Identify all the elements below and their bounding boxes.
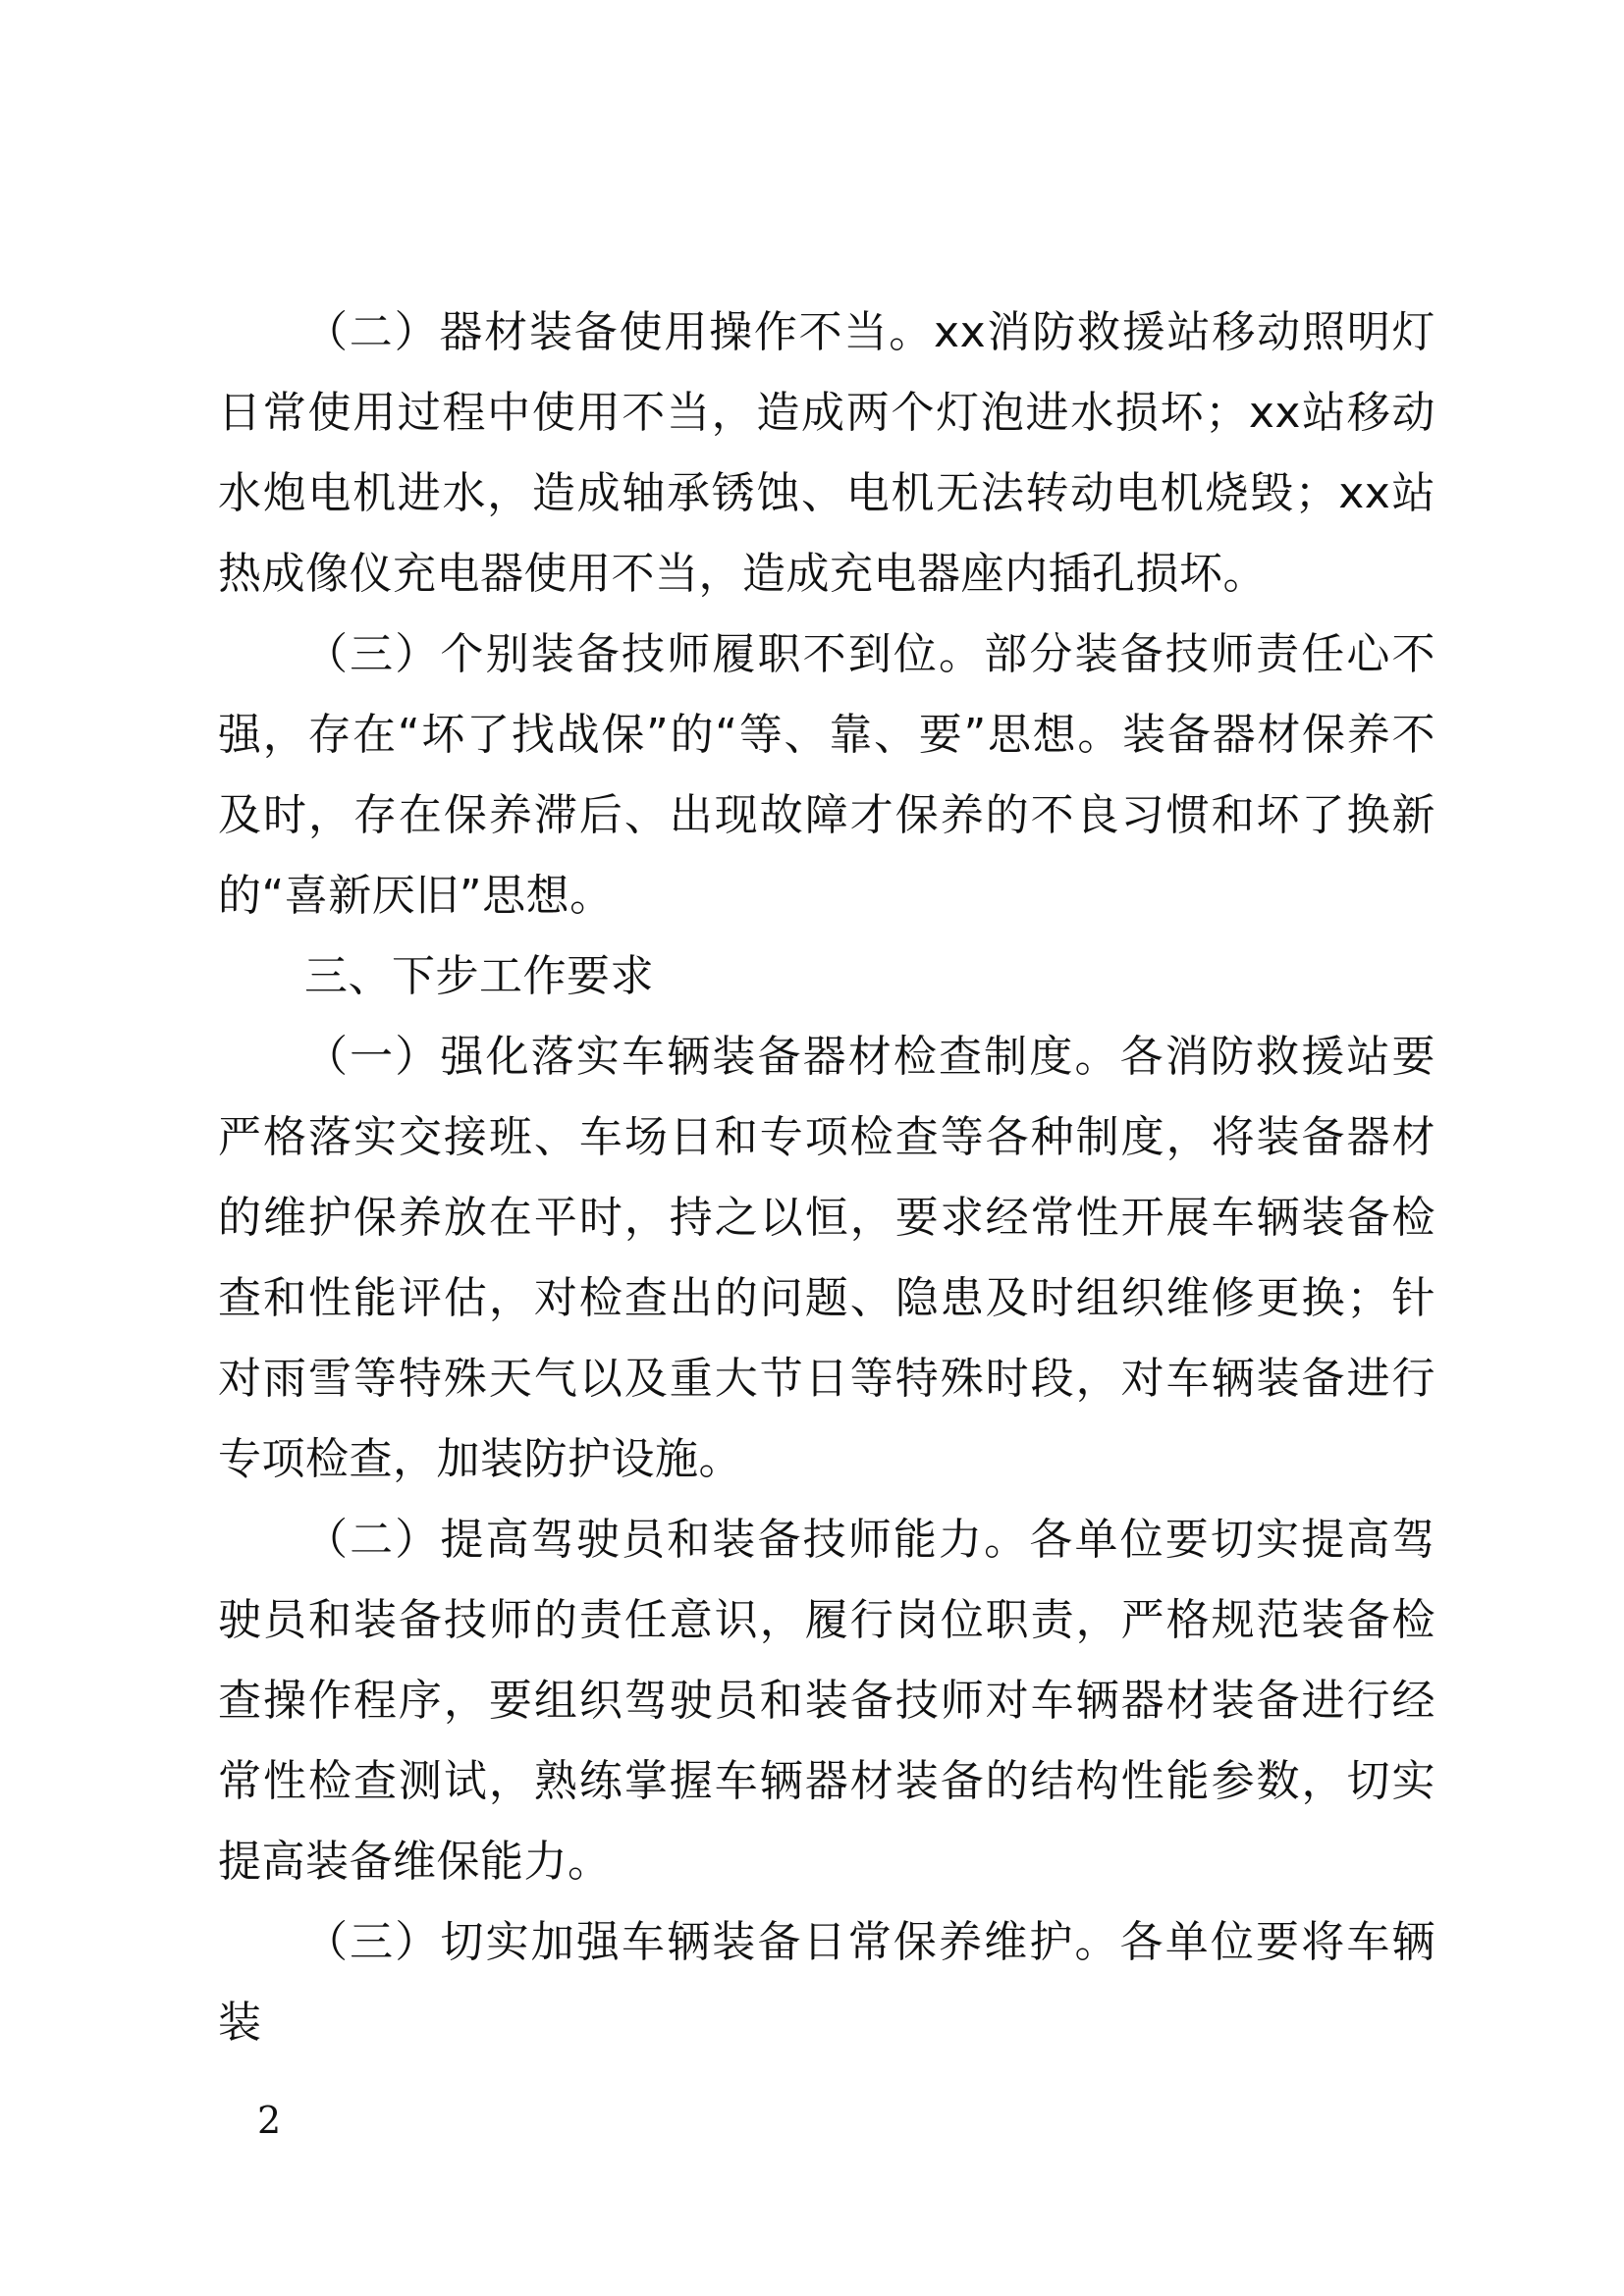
requirement-inspection-system: （一）强化落实车辆装备器材检查制度。各消防救援站要严格落实交接班、车场日和专项检查等各种制度，将装备器材的维护保养放在平时，持之以恒，要求经常性开展车辆装备检查和性能评估，对检查出的问题、隐患及时组织维修更换；针对雨雪等特殊天气以及重大节日等特殊时段，对车辆装备进行专项检查，加装防护设施。 (218, 1032, 1435, 1484)
section-heading: 三、下步工作要求 (304, 951, 654, 1001)
requirement-driver-technician-ability: （二）提高驾驶员和装备技师能力。各单位要切实提高驾驶员和装备技师的责任意识，履行岗位职责，严格规范装备检查操作程序，要组织驾驶员和装备技师对车辆器材装备进行经常性检查测试，熟练掌握车辆器材装备的结构性能参数，切实提高装备维保能力。 (218, 1515, 1435, 1887)
requirement-daily-maintenance: （三）切实加强车辆装备日常保养维护。各单位要将车辆装 (218, 1917, 1435, 2048)
paragraph-equipment-misuse: （二）器材装备使用操作不当。xx消防救援站移动照明灯日常使用过程中使用不当，造成两个灯泡进水损坏；xx站移动水炮电机进水，造成轴承锈蚀、电机无法转动电机烧毁；xx站热成像仪充电器使用不当，造成充电器座内插孔损坏。 (218, 307, 1435, 599)
document-body (218, 293, 1435, 2063)
paragraph-technician-duty: （三）个别装备技师履职不到位。部分装备技师责任心不强，存在“坏了找战保”的“等、靠、要”思想。装备器材保养不及时，存在保养滞后、出现故障才保养的不良习惯和坏了换新的“喜新厌旧”思想。 (218, 629, 1435, 921)
page-number: 2 (257, 2099, 282, 2142)
